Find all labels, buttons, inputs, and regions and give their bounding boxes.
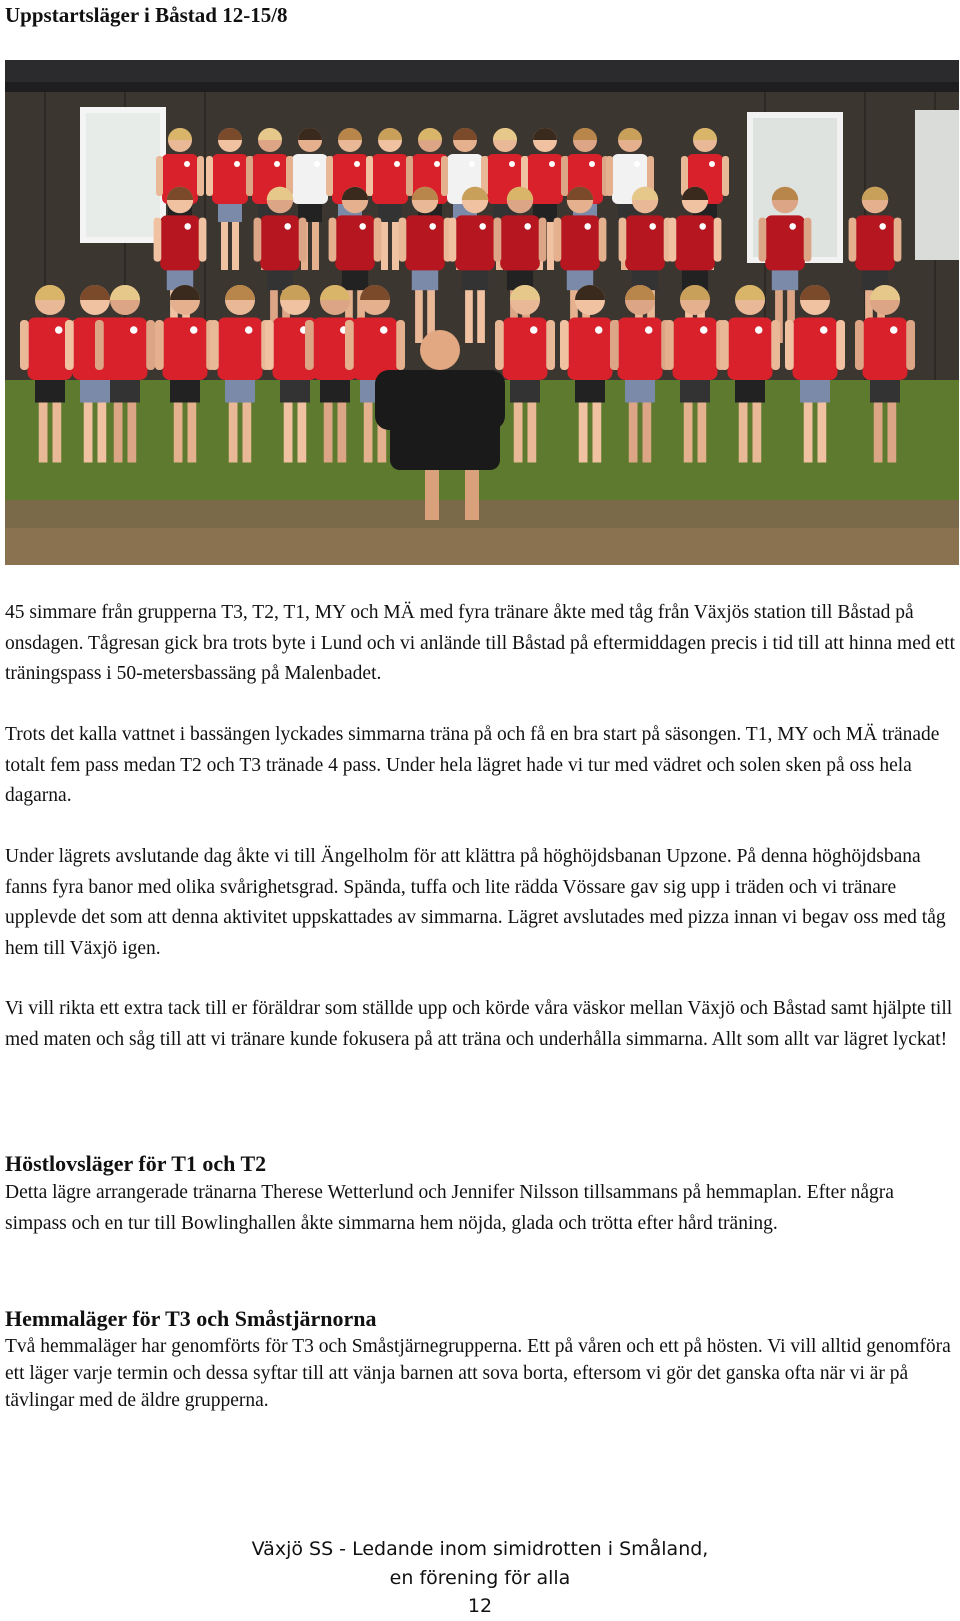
paragraph-hemmalager: Två hemmaläger har genomförts för T3 och Småstjärnegrupperna. Ett på våren och ett på hösten. Vi vill alltid genomföra ett läger varje termin och dessa syftar till att vänja barnen att sova borta, eftersom vi gör det ganska ofta när vi är på tävlingar med de äldre grupperna. <box>5 1336 951 1411</box>
group-photo-illustration <box>5 60 959 565</box>
heading-hostlovslager: Höstlovsläger för T1 och T2 <box>5 1151 267 1176</box>
footer-slogan-line1: Växjö SS - Ledande inom simidrotten i Småland, <box>251 1538 709 1560</box>
paragraph-training: Trots det kalla vattnet i bassängen lyckades simmarna träna på och få en bra start på säsongen. T1, MY och MÄ tränade totalt fem pass medan T2 och T3 tränade 4 pass. Under hela lägret hade vi tur med vädret och solen sken på oss hela dagarna. <box>5 724 940 806</box>
page-footer <box>0 1535 960 1621</box>
page-number: 12 <box>467 1595 493 1617</box>
group-photo <box>5 60 959 565</box>
footer-slogan-line2: en förening för alla <box>389 1566 571 1589</box>
paragraph-intro: 45 simmare från grupperna T3, T2, T1, MY och MÄ med fyra tränare åkte med tåg från Växjös station till Båstad på onsdagen. Tågresan gick bra trots byte i Lund och vi anlände till Båstad på eftermiddagen precis i tid till att hinna med ett träningspass i 50-metersbassäng på Malenbadet. <box>5 602 955 684</box>
page-title: Uppstartsläger i Båstad 12-15/8 <box>5 3 288 27</box>
paragraph-hostlovslager: Detta lägre arrangerade tränarna Therese Wetterlund och Jennifer Nilsson tillsammans på hemmaplan. Efter några simpass och en tur till Bowlinghallen åkte simmarna hem nöjda, glada och trötta efter hård träning. <box>5 1182 894 1234</box>
paragraph-thanks: Vi vill rikta ett extra tack till er föräldrar som ställde upp och körde våra väskor mellan Växjö och Båstad samt hjälpte till med maten och såg till att vi tränare kunde fokusera på att träna och underhålla simmarna. Allt som allt var lägret lyckat! <box>5 998 953 1050</box>
heading-hemmalager: Hemmaläger för T3 och Småstjärnorna <box>5 1306 377 1331</box>
paragraph-upzone: Under lägrets avslutande dag åkte vi till Ängelholm för att klättra på höghöjdsbanan Upzone. På denna höghöjdsbana fanns fyra banor med olika svårighetsgrad. Spända, tuffa och lite rädda Vössare gav sig upp i träden och vi tränare upplevde det som att denna aktivitet uppskattades av simmarna. Lägret avslutades med pizza innan vi begav oss med tåg hem till Växjö igen. <box>5 846 946 959</box>
window-left <box>83 110 163 240</box>
